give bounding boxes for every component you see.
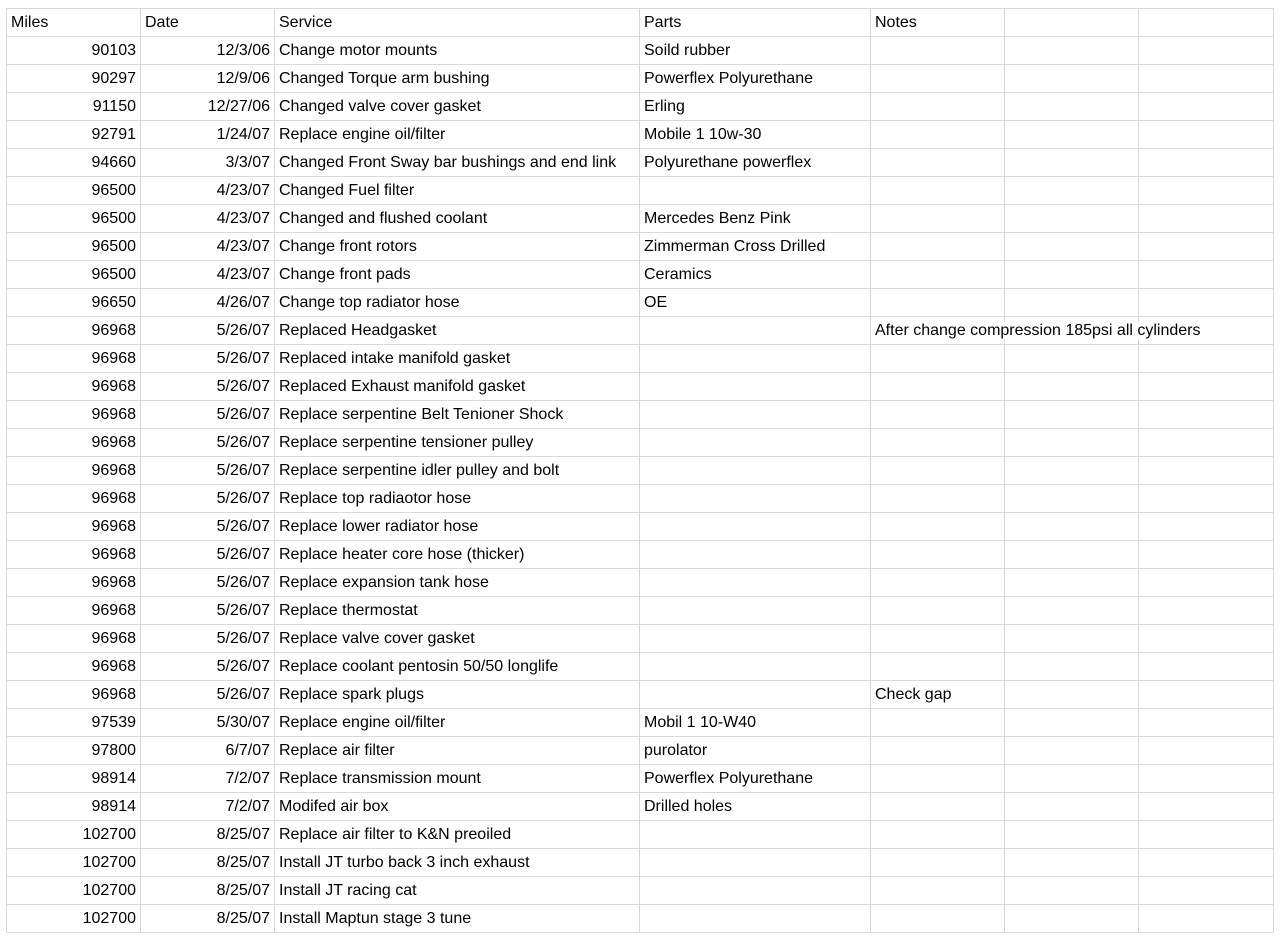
cell-parts[interactable] <box>640 541 871 569</box>
cell-parts[interactable]: Mercedes Benz Pink <box>640 205 871 233</box>
cell-service[interactable]: Replace heater core hose (thicker) <box>275 541 640 569</box>
cell-parts[interactable] <box>640 457 871 485</box>
cell-empty-f[interactable] <box>1005 261 1139 289</box>
table-row <box>7 261 1274 289</box>
table-row <box>7 765 1274 793</box>
cell-notes[interactable] <box>871 457 1005 485</box>
cell-date[interactable]: 8/25/07 <box>141 821 275 849</box>
cell-date[interactable]: 5/26/07 <box>141 653 275 681</box>
header-service[interactable]: Service <box>275 9 640 37</box>
cell-notes[interactable] <box>871 233 1005 261</box>
cell-parts[interactable] <box>640 513 871 541</box>
header-date[interactable]: Date <box>141 9 275 37</box>
cell-miles[interactable]: 96968 <box>7 373 141 401</box>
cell-miles[interactable]: 96968 <box>7 513 141 541</box>
cell-parts[interactable]: purolator <box>640 737 871 765</box>
cell-empty-f[interactable] <box>1005 681 1139 709</box>
cell-service[interactable]: Replace serpentine Belt Tenioner Shock <box>275 401 640 429</box>
cell-miles[interactable]: 96968 <box>7 401 141 429</box>
header-miles[interactable]: Miles <box>7 9 141 37</box>
cell-empty-g[interactable] <box>1139 233 1274 261</box>
cell-empty-f[interactable] <box>1005 401 1139 429</box>
cell-notes[interactable] <box>871 429 1005 457</box>
cell-parts[interactable]: OE <box>640 289 871 317</box>
cell-notes[interactable] <box>871 37 1005 65</box>
cell-empty-f[interactable] <box>1005 485 1139 513</box>
cell-notes[interactable] <box>871 905 1005 933</box>
cell-empty-f[interactable] <box>1005 121 1139 149</box>
cell-parts[interactable] <box>640 345 871 373</box>
table-row <box>7 569 1274 597</box>
cell-empty-g[interactable] <box>1139 569 1274 597</box>
cell-notes-text: Check gap <box>875 686 952 703</box>
table-row <box>7 289 1274 317</box>
cell-miles[interactable]: 96968 <box>7 681 141 709</box>
cell-empty-f[interactable] <box>1005 205 1139 233</box>
cell-empty-f[interactable] <box>1005 65 1139 93</box>
table-row <box>7 121 1274 149</box>
cell-empty-g[interactable] <box>1139 877 1274 905</box>
table-row <box>7 37 1274 65</box>
cell-parts[interactable] <box>640 569 871 597</box>
table-row <box>7 233 1274 261</box>
cell-parts[interactable]: Zimmerman Cross Drilled <box>640 233 871 261</box>
cell-notes[interactable] <box>871 653 1005 681</box>
cell-empty-g[interactable] <box>1139 457 1274 485</box>
cell-miles[interactable]: 96968 <box>7 429 141 457</box>
cell-empty-f[interactable] <box>1005 653 1139 681</box>
table-row <box>7 317 1274 345</box>
cell-empty-g[interactable] <box>1139 289 1274 317</box>
cell-empty-g[interactable] <box>1139 177 1274 205</box>
cell-service[interactable]: Modifed air box <box>275 793 640 821</box>
cell-notes[interactable] <box>871 513 1005 541</box>
table-row <box>7 429 1274 457</box>
table-row <box>7 485 1274 513</box>
cell-service[interactable]: Replace transmission mount <box>275 765 640 793</box>
table-row <box>7 65 1274 93</box>
cell-service[interactable]: Change front rotors <box>275 233 640 261</box>
cell-date[interactable]: 5/30/07 <box>141 709 275 737</box>
cell-parts[interactable] <box>640 681 871 709</box>
cell-parts[interactable] <box>640 401 871 429</box>
cell-empty-f[interactable] <box>1005 793 1139 821</box>
cell-miles[interactable]: 96968 <box>7 485 141 513</box>
cell-empty-g[interactable] <box>1139 541 1274 569</box>
cell-empty-f[interactable] <box>1005 429 1139 457</box>
cell-empty-g[interactable] <box>1139 625 1274 653</box>
cell-miles[interactable]: 96968 <box>7 653 141 681</box>
cell-notes[interactable] <box>871 569 1005 597</box>
cell-empty-g[interactable] <box>1139 485 1274 513</box>
cell-miles[interactable]: 102700 <box>7 821 141 849</box>
header-notes[interactable]: Notes <box>871 9 1005 37</box>
table-row <box>7 821 1274 849</box>
cell-miles[interactable]: 96968 <box>7 597 141 625</box>
cell-empty-f[interactable] <box>1005 821 1139 849</box>
cell-notes[interactable] <box>871 373 1005 401</box>
cell-service[interactable]: Replace valve cover gasket <box>275 625 640 653</box>
table-row <box>7 401 1274 429</box>
cell-miles[interactable]: 96500 <box>7 177 141 205</box>
table-row <box>7 653 1274 681</box>
cell-parts[interactable] <box>640 317 871 345</box>
cell-notes[interactable] <box>871 345 1005 373</box>
cell-notes[interactable] <box>871 877 1005 905</box>
table-row <box>7 877 1274 905</box>
cell-date[interactable]: 4/23/07 <box>141 205 275 233</box>
cell-empty-g[interactable] <box>1139 121 1274 149</box>
cell-empty-g[interactable] <box>1139 597 1274 625</box>
cell-date[interactable]: 5/26/07 <box>141 485 275 513</box>
table-row <box>7 177 1274 205</box>
cell-date[interactable]: 5/26/07 <box>141 457 275 485</box>
cell-notes[interactable] <box>871 541 1005 569</box>
cell-miles[interactable]: 96968 <box>7 625 141 653</box>
cell-date[interactable]: 1/24/07 <box>141 121 275 149</box>
cell-empty-f[interactable] <box>1005 569 1139 597</box>
cell-service[interactable]: Change top radiator hose <box>275 289 640 317</box>
cell-empty-g[interactable] <box>1139 765 1274 793</box>
cell-service[interactable]: Changed Fuel filter <box>275 177 640 205</box>
cell-service[interactable]: Replace serpentine tensioner pulley <box>275 429 640 457</box>
cell-service[interactable]: Change front pads <box>275 261 640 289</box>
cell-date[interactable]: 4/23/07 <box>141 177 275 205</box>
cell-notes[interactable] <box>871 205 1005 233</box>
cell-date[interactable]: 5/26/07 <box>141 625 275 653</box>
cell-notes[interactable] <box>871 317 1201 345</box>
cell-service[interactable]: Replace top radiaotor hose <box>275 485 640 513</box>
cell-miles[interactable]: 91150 <box>7 93 141 121</box>
table-row <box>7 345 1274 373</box>
cell-empty-f[interactable] <box>1005 709 1139 737</box>
cell-miles[interactable]: 96500 <box>7 261 141 289</box>
cell-service[interactable]: Replace spark plugs <box>275 681 640 709</box>
cell-service[interactable]: Replace engine oil/filter <box>275 121 640 149</box>
cell-notes[interactable] <box>871 709 1005 737</box>
cell-notes[interactable] <box>871 289 1005 317</box>
cell-miles[interactable]: 90103 <box>7 37 141 65</box>
table-body <box>7 37 1274 933</box>
cell-empty-g[interactable] <box>1139 149 1274 177</box>
cell-notes[interactable] <box>871 849 1005 877</box>
cell-empty-g[interactable] <box>1139 345 1274 373</box>
cell-service[interactable]: Replaced Headgasket <box>275 317 640 345</box>
cell-date[interactable]: 12/27/06 <box>141 93 275 121</box>
cell-date[interactable]: 5/26/07 <box>141 429 275 457</box>
cell-miles[interactable]: 96500 <box>7 233 141 261</box>
cell-service[interactable]: Replaced Exhaust manifold gasket <box>275 373 640 401</box>
cell-date[interactable]: 5/26/07 <box>141 317 275 345</box>
cell-service[interactable]: Changed and flushed coolant <box>275 205 640 233</box>
cell-miles[interactable]: 98914 <box>7 765 141 793</box>
cell-service[interactable]: Install JT turbo back 3 inch exhaust <box>275 849 640 877</box>
cell-date[interactable]: 4/26/07 <box>141 289 275 317</box>
table-row <box>7 625 1274 653</box>
cell-parts[interactable]: Soild rubber <box>640 37 871 65</box>
cell-empty-g[interactable] <box>1139 261 1274 289</box>
table-row <box>7 681 1274 709</box>
cell-date[interactable]: 4/23/07 <box>141 261 275 289</box>
cell-empty-f[interactable] <box>1005 877 1139 905</box>
cell-empty-f[interactable] <box>1005 93 1139 121</box>
cell-notes[interactable] <box>871 821 1005 849</box>
cell-parts[interactable] <box>640 625 871 653</box>
cell-parts[interactable] <box>640 821 871 849</box>
cell-empty-g[interactable] <box>1139 373 1274 401</box>
cell-empty-f[interactable] <box>1005 765 1139 793</box>
cell-service[interactable]: Install Maptun stage 3 tune <box>275 905 640 933</box>
cell-date[interactable]: 5/26/07 <box>141 373 275 401</box>
cell-notes[interactable] <box>871 149 1005 177</box>
cell-empty-f[interactable] <box>1005 345 1139 373</box>
cell-parts[interactable]: Powerflex Polyurethane <box>640 65 871 93</box>
cell-date[interactable]: 3/3/07 <box>141 149 275 177</box>
cell-miles[interactable]: 96968 <box>7 457 141 485</box>
cell-empty-g[interactable] <box>1139 401 1274 429</box>
table-row <box>7 373 1274 401</box>
table-row <box>7 597 1274 625</box>
cell-notes[interactable] <box>871 485 1005 513</box>
cell-notes[interactable] <box>871 65 1005 93</box>
cell-empty-f[interactable] <box>1005 737 1139 765</box>
cell-service[interactable]: Replace lower radiator hose <box>275 513 640 541</box>
cell-empty-g[interactable] <box>1139 905 1274 933</box>
cell-notes[interactable] <box>871 93 1005 121</box>
cell-service[interactable]: Changed valve cover gasket <box>275 93 640 121</box>
table-row <box>7 149 1274 177</box>
cell-empty-f[interactable] <box>1005 149 1139 177</box>
cell-parts[interactable]: Polyurethane powerflex <box>640 149 871 177</box>
cell-parts[interactable] <box>640 177 871 205</box>
cell-empty-g[interactable] <box>1139 513 1274 541</box>
cell-service[interactable]: Replace expansion tank hose <box>275 569 640 597</box>
table-row <box>7 709 1274 737</box>
cell-parts[interactable] <box>640 877 871 905</box>
cell-miles[interactable]: 97539 <box>7 709 141 737</box>
cell-empty-g[interactable] <box>1139 849 1274 877</box>
cell-date[interactable]: 5/26/07 <box>141 541 275 569</box>
cell-notes[interactable] <box>871 177 1005 205</box>
cell-date[interactable]: 8/25/07 <box>141 849 275 877</box>
cell-miles[interactable]: 102700 <box>7 849 141 877</box>
table-row <box>7 737 1274 765</box>
cell-parts[interactable]: Powerflex Polyurethane <box>640 765 871 793</box>
cell-notes[interactable] <box>871 121 1005 149</box>
cell-notes[interactable] <box>871 793 1005 821</box>
cell-empty-f[interactable] <box>1005 373 1139 401</box>
cell-service[interactable]: Changed Front Sway bar bushings and end link <box>275 149 640 177</box>
cell-miles[interactable]: 94660 <box>7 149 141 177</box>
cell-empty-g[interactable] <box>1139 65 1274 93</box>
cell-miles[interactable]: 96968 <box>7 345 141 373</box>
cell-notes-text: After change compression 185psi all cylinders <box>875 322 1201 339</box>
cell-parts[interactable] <box>640 905 871 933</box>
cell-empty-f[interactable] <box>1005 541 1139 569</box>
cell-date[interactable]: 5/26/07 <box>141 345 275 373</box>
cell-parts[interactable]: Mobile 1 10w-30 <box>640 121 871 149</box>
cell-date[interactable]: 5/26/07 <box>141 597 275 625</box>
cell-parts[interactable] <box>640 653 871 681</box>
header-parts[interactable]: Parts <box>640 9 871 37</box>
cell-miles[interactable]: 96968 <box>7 569 141 597</box>
cell-date[interactable]: 12/9/06 <box>141 65 275 93</box>
cell-parts[interactable] <box>640 849 871 877</box>
cell-miles[interactable]: 98914 <box>7 793 141 821</box>
cell-service[interactable]: Replace engine oil/filter <box>275 709 640 737</box>
cell-date[interactable]: 5/26/07 <box>141 513 275 541</box>
cell-empty-g[interactable] <box>1139 681 1274 709</box>
cell-service[interactable]: Changed Torque arm bushing <box>275 65 640 93</box>
cell-service[interactable]: Replace coolant pentosin 50/50 longlife <box>275 653 640 681</box>
cell-miles[interactable]: 97800 <box>7 737 141 765</box>
cell-miles[interactable]: 102700 <box>7 877 141 905</box>
cell-empty-f[interactable] <box>1005 457 1139 485</box>
cell-service[interactable]: Replace serpentine idler pulley and bolt <box>275 457 640 485</box>
cell-service[interactable]: Replace air filter <box>275 737 640 765</box>
cell-parts[interactable]: Drilled holes <box>640 793 871 821</box>
cell-notes[interactable] <box>871 737 1005 765</box>
cell-empty-f[interactable] <box>1005 849 1139 877</box>
table-row <box>7 513 1274 541</box>
cell-empty-g[interactable] <box>1139 737 1274 765</box>
cell-service[interactable]: Change motor mounts <box>275 37 640 65</box>
cell-service[interactable]: Replace air filter to K&N preoiled <box>275 821 640 849</box>
cell-parts[interactable] <box>640 597 871 625</box>
cell-parts[interactable] <box>640 373 871 401</box>
cell-notes[interactable] <box>871 625 1005 653</box>
cell-empty-g[interactable] <box>1139 205 1274 233</box>
cell-date[interactable]: 7/2/07 <box>141 793 275 821</box>
table-row <box>7 93 1274 121</box>
cell-empty-f[interactable] <box>1005 233 1139 261</box>
cell-date[interactable]: 5/26/07 <box>141 401 275 429</box>
cell-empty-f[interactable] <box>1005 177 1139 205</box>
cell-empty-g[interactable] <box>1139 429 1274 457</box>
cell-empty-g[interactable] <box>1139 821 1274 849</box>
header-empty-f[interactable] <box>1005 9 1139 37</box>
cell-empty-f[interactable] <box>1005 597 1139 625</box>
cell-service[interactable]: Install JT racing cat <box>275 877 640 905</box>
cell-parts[interactable]: Ceramics <box>640 261 871 289</box>
table-row <box>7 849 1274 877</box>
cell-service[interactable]: Replace thermostat <box>275 597 640 625</box>
cell-empty-f[interactable] <box>1005 905 1139 933</box>
cell-miles[interactable]: 92791 <box>7 121 141 149</box>
service-log-table <box>6 8 1274 933</box>
cell-date[interactable]: 8/25/07 <box>141 877 275 905</box>
cell-miles[interactable]: 96968 <box>7 541 141 569</box>
cell-notes[interactable] <box>871 401 1005 429</box>
cell-date[interactable]: 5/26/07 <box>141 681 275 709</box>
table-row <box>7 793 1274 821</box>
cell-parts[interactable] <box>640 429 871 457</box>
table-row <box>7 905 1274 933</box>
cell-empty-f[interactable] <box>1005 625 1139 653</box>
cell-empty-f[interactable] <box>1005 289 1139 317</box>
cell-date[interactable]: 7/2/07 <box>141 765 275 793</box>
cell-notes[interactable] <box>871 681 1005 709</box>
cell-miles[interactable]: 90297 <box>7 65 141 93</box>
cell-parts[interactable]: Erling <box>640 93 871 121</box>
header-empty-g[interactable] <box>1139 9 1274 37</box>
table-row <box>7 205 1274 233</box>
cell-empty-f[interactable] <box>1005 37 1139 65</box>
cell-date[interactable]: 8/25/07 <box>141 905 275 933</box>
cell-empty-g[interactable] <box>1139 37 1274 65</box>
cell-miles[interactable]: 102700 <box>7 905 141 933</box>
cell-empty-g[interactable] <box>1139 93 1274 121</box>
cell-notes[interactable] <box>871 765 1005 793</box>
cell-empty-f[interactable] <box>1005 513 1139 541</box>
table-row <box>7 457 1274 485</box>
cell-date[interactable]: 4/23/07 <box>141 233 275 261</box>
cell-miles[interactable]: 96968 <box>7 317 141 345</box>
cell-date[interactable]: 12/3/06 <box>141 37 275 65</box>
cell-empty-g[interactable] <box>1139 653 1274 681</box>
table-row <box>7 541 1274 569</box>
cell-date[interactable]: 6/7/07 <box>141 737 275 765</box>
cell-service[interactable]: Replaced intake manifold gasket <box>275 345 640 373</box>
cell-parts[interactable] <box>640 485 871 513</box>
cell-empty-g[interactable] <box>1139 709 1274 737</box>
header-row <box>7 9 1274 37</box>
cell-empty-g[interactable] <box>1139 793 1274 821</box>
cell-notes[interactable] <box>871 597 1005 625</box>
cell-parts[interactable]: Mobil 1 10-W40 <box>640 709 871 737</box>
cell-notes[interactable] <box>871 261 1005 289</box>
cell-date[interactable]: 5/26/07 <box>141 569 275 597</box>
cell-miles[interactable]: 96500 <box>7 205 141 233</box>
cell-miles[interactable]: 96650 <box>7 289 141 317</box>
